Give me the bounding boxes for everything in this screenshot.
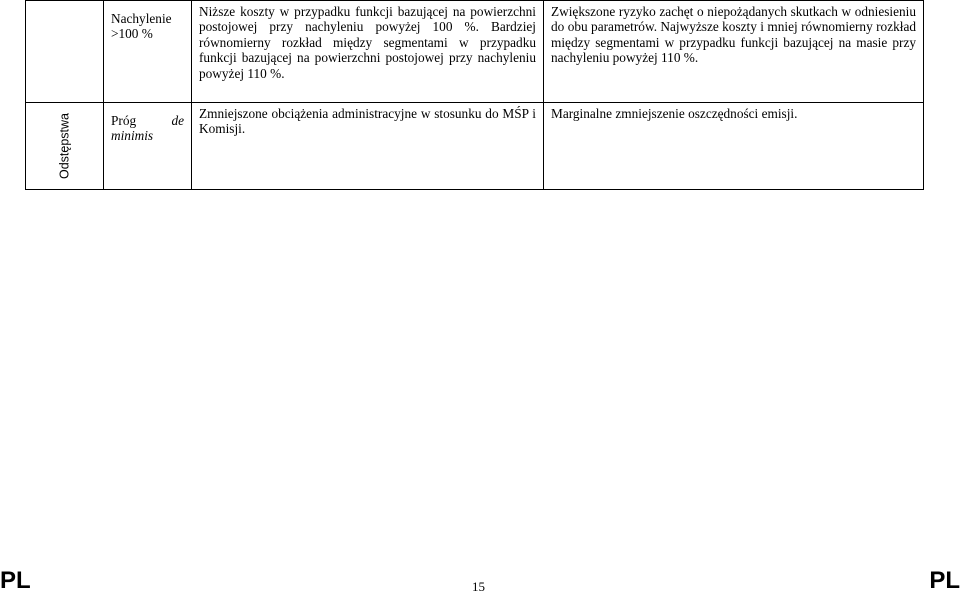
slope-advantages-text: Niższe koszty w przypadku funkcji bazującej na powierzchni postojowej przy nachyleniu powyżej 100 %. Bardziej równomierny rozkład między segmentami w przypadku funkcji bazującej na powierzchni postojowej przy nachyleniu powyżej 110 %.: [199, 4, 536, 81]
de-minimis-disadvantages-text: Marginalne zmniejszenie oszczędności emisji.: [551, 106, 798, 121]
disadvantages-cell: [544, 103, 924, 190]
label-word-minimis: minimis: [111, 128, 154, 144]
row-label-slope: Nachylenie >100 %: [111, 11, 172, 42]
table-row: [26, 1, 924, 103]
advantages-cell: [192, 1, 544, 103]
label-word-threshold: Próg: [111, 113, 137, 128]
table-row: [26, 103, 924, 190]
row-label-de-minimis: [104, 103, 191, 144]
row-label-cell: [104, 103, 192, 190]
slope-disadvantages-text: Zwiększone ryzyko zachęt o niepożądanych skutkach w odniesieniu do obu parametrów. Najwyższe koszty i mniej równomierny rozkład między segmentami w przypadku funkcji bazującej na masie przy nachyleniu powyżej 110 %.: [551, 4, 916, 66]
footer-language-left: PL: [0, 567, 31, 594]
page-number: 15: [472, 579, 485, 594]
section-cell: [26, 103, 104, 190]
de-minimis-advantages-text: Zmniejszone obciążenia administracyjne w stosunku do MŚP i Komisji.: [199, 106, 536, 137]
advantages-cell: [192, 103, 544, 190]
disadvantages-cell: [544, 1, 924, 103]
label-word-de: de: [171, 113, 184, 128]
row-label-cell: [104, 1, 192, 103]
section-label-derogations: Odstępstwa: [56, 112, 71, 180]
comparison-table: [25, 0, 924, 190]
section-cell-empty: [26, 1, 104, 103]
footer-language-right: PL: [929, 567, 960, 594]
